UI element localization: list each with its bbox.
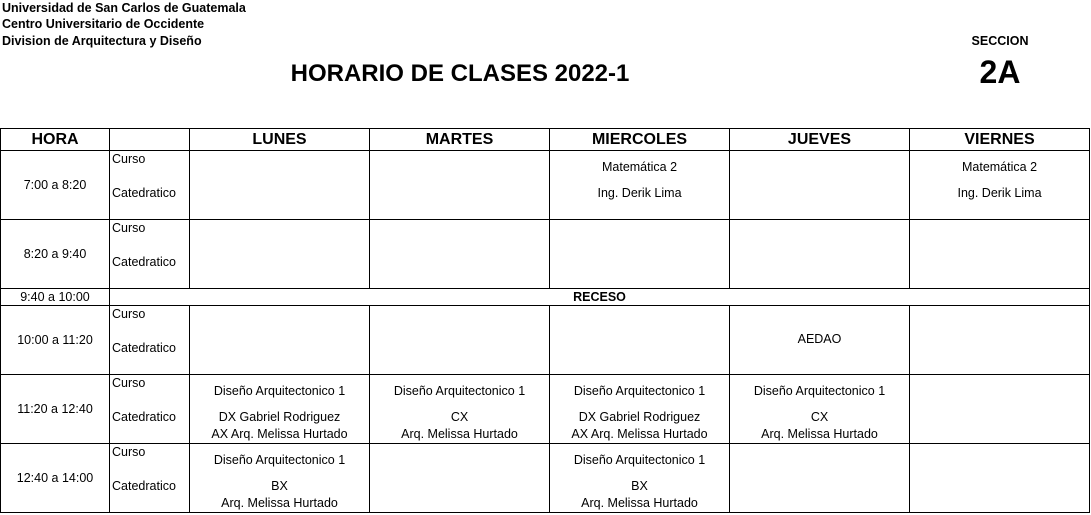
time-slot: 10:00 a 11:20 bbox=[1, 306, 110, 375]
table-header-row bbox=[1, 129, 1090, 151]
table-row bbox=[1, 444, 1090, 513]
course-name: Matemática 2 bbox=[601, 160, 678, 174]
teacher-line-1: Ing. Derik Lima bbox=[597, 186, 682, 200]
teacher-line-1: DX Gabriel Rodriguez bbox=[218, 410, 341, 424]
header-viernes: VIERNES bbox=[910, 129, 1090, 151]
label-catedratico: Catedratico bbox=[112, 186, 176, 200]
label-curso: Curso bbox=[112, 152, 146, 166]
course-name: Matemática 2 bbox=[961, 160, 1038, 174]
time-slot: 7:00 a 8:20 bbox=[1, 151, 110, 220]
schedule-table bbox=[0, 128, 1090, 513]
header-jueves: JUEVES bbox=[730, 129, 910, 151]
time-slot: 9:40 a 10:00 bbox=[1, 289, 110, 306]
cell-lunes bbox=[190, 306, 370, 375]
time-slot: 8:20 a 9:40 bbox=[1, 220, 110, 289]
cell-jueves bbox=[730, 444, 910, 513]
teacher-line-1: BX bbox=[271, 479, 288, 493]
cell-jueves bbox=[730, 220, 910, 289]
label-catedratico: Catedratico bbox=[112, 341, 176, 355]
label-curso: Curso bbox=[112, 221, 146, 235]
course-name: Diseño Arquitectonico 1 bbox=[573, 384, 706, 398]
cell-lunes bbox=[190, 220, 370, 289]
time-slot: 12:40 a 14:00 bbox=[1, 444, 110, 513]
row-labels bbox=[110, 220, 190, 289]
header-hora: HORA bbox=[1, 129, 110, 151]
cell-miercoles bbox=[550, 375, 730, 444]
teacher-line-2: Arq. Melissa Hurtado bbox=[581, 496, 698, 510]
teacher-line-1: Ing. Derik Lima bbox=[957, 186, 1042, 200]
label-curso: Curso bbox=[112, 376, 146, 390]
cell-jueves bbox=[730, 151, 910, 220]
cell-viernes bbox=[910, 444, 1090, 513]
cell-viernes bbox=[910, 375, 1090, 444]
section-value: 2A bbox=[979, 54, 1021, 90]
cell-viernes bbox=[910, 151, 1090, 220]
cell-lunes bbox=[190, 444, 370, 513]
row-labels bbox=[110, 306, 190, 375]
cell-miercoles bbox=[550, 444, 730, 513]
label-catedratico: Catedratico bbox=[112, 410, 176, 424]
division-name: Division de Arquitectura y Diseño bbox=[2, 34, 202, 48]
cell-miercoles bbox=[550, 220, 730, 289]
page-title: HORARIO DE CLASES 2022-1 bbox=[290, 60, 630, 87]
receso-cell: RECESO bbox=[110, 289, 1090, 306]
teacher-line-2: Arq. Melissa Hurtado bbox=[401, 427, 518, 441]
table-row bbox=[1, 151, 1090, 220]
label-curso: Curso bbox=[112, 445, 146, 459]
table-row bbox=[1, 289, 1090, 306]
teacher-line-1: CX bbox=[450, 410, 469, 424]
row-labels bbox=[110, 151, 190, 220]
header-lunes: LUNES bbox=[190, 129, 370, 151]
table-row bbox=[1, 306, 1090, 375]
teacher-line-1: BX bbox=[631, 479, 648, 493]
time-slot: 11:20 a 12:40 bbox=[1, 375, 110, 444]
header-blank bbox=[110, 129, 190, 151]
teacher-line-1: CX bbox=[810, 410, 829, 424]
label-catedratico: Catedratico bbox=[112, 479, 176, 493]
cell-jueves bbox=[730, 375, 910, 444]
header-martes: MARTES bbox=[370, 129, 550, 151]
course-name: Diseño Arquitectonico 1 bbox=[573, 453, 706, 467]
cell-martes bbox=[370, 220, 550, 289]
cell-jueves bbox=[730, 306, 910, 375]
section-label: SECCION bbox=[971, 34, 1029, 48]
course-name: Diseño Arquitectonico 1 bbox=[393, 384, 526, 398]
cell-lunes bbox=[190, 375, 370, 444]
university-name: Universidad de San Carlos de Guatemala bbox=[2, 1, 246, 15]
cell-martes bbox=[370, 306, 550, 375]
center-name: Centro Universitario de Occidente bbox=[2, 17, 205, 31]
teacher-line-2: Arq. Melissa Hurtado bbox=[761, 427, 878, 441]
cell-martes bbox=[370, 151, 550, 220]
header-miercoles: MIERCOLES bbox=[550, 129, 730, 151]
cell-martes bbox=[370, 444, 550, 513]
teacher-line-1: DX Gabriel Rodriguez bbox=[578, 410, 701, 424]
teacher-line-2: Arq. Melissa Hurtado bbox=[221, 496, 338, 510]
cell-miercoles bbox=[550, 306, 730, 375]
course-name: Diseño Arquitectonico 1 bbox=[753, 384, 886, 398]
teacher-line-2: AX Arq. Melissa Hurtado bbox=[211, 427, 348, 441]
cell-viernes bbox=[910, 220, 1090, 289]
label-catedratico: Catedratico bbox=[112, 255, 176, 269]
cell-martes bbox=[370, 375, 550, 444]
cell-lunes bbox=[190, 151, 370, 220]
course-name: AEDAO bbox=[797, 332, 842, 346]
row-labels bbox=[110, 444, 190, 513]
label-curso: Curso bbox=[112, 307, 146, 321]
course-name: Diseño Arquitectonico 1 bbox=[213, 384, 346, 398]
teacher-line-2: AX Arq. Melissa Hurtado bbox=[571, 427, 708, 441]
row-labels bbox=[110, 375, 190, 444]
cell-miercoles bbox=[550, 151, 730, 220]
cell-viernes bbox=[910, 306, 1090, 375]
table-row bbox=[1, 375, 1090, 444]
course-name: Diseño Arquitectonico 1 bbox=[213, 453, 346, 467]
table-row bbox=[1, 220, 1090, 289]
